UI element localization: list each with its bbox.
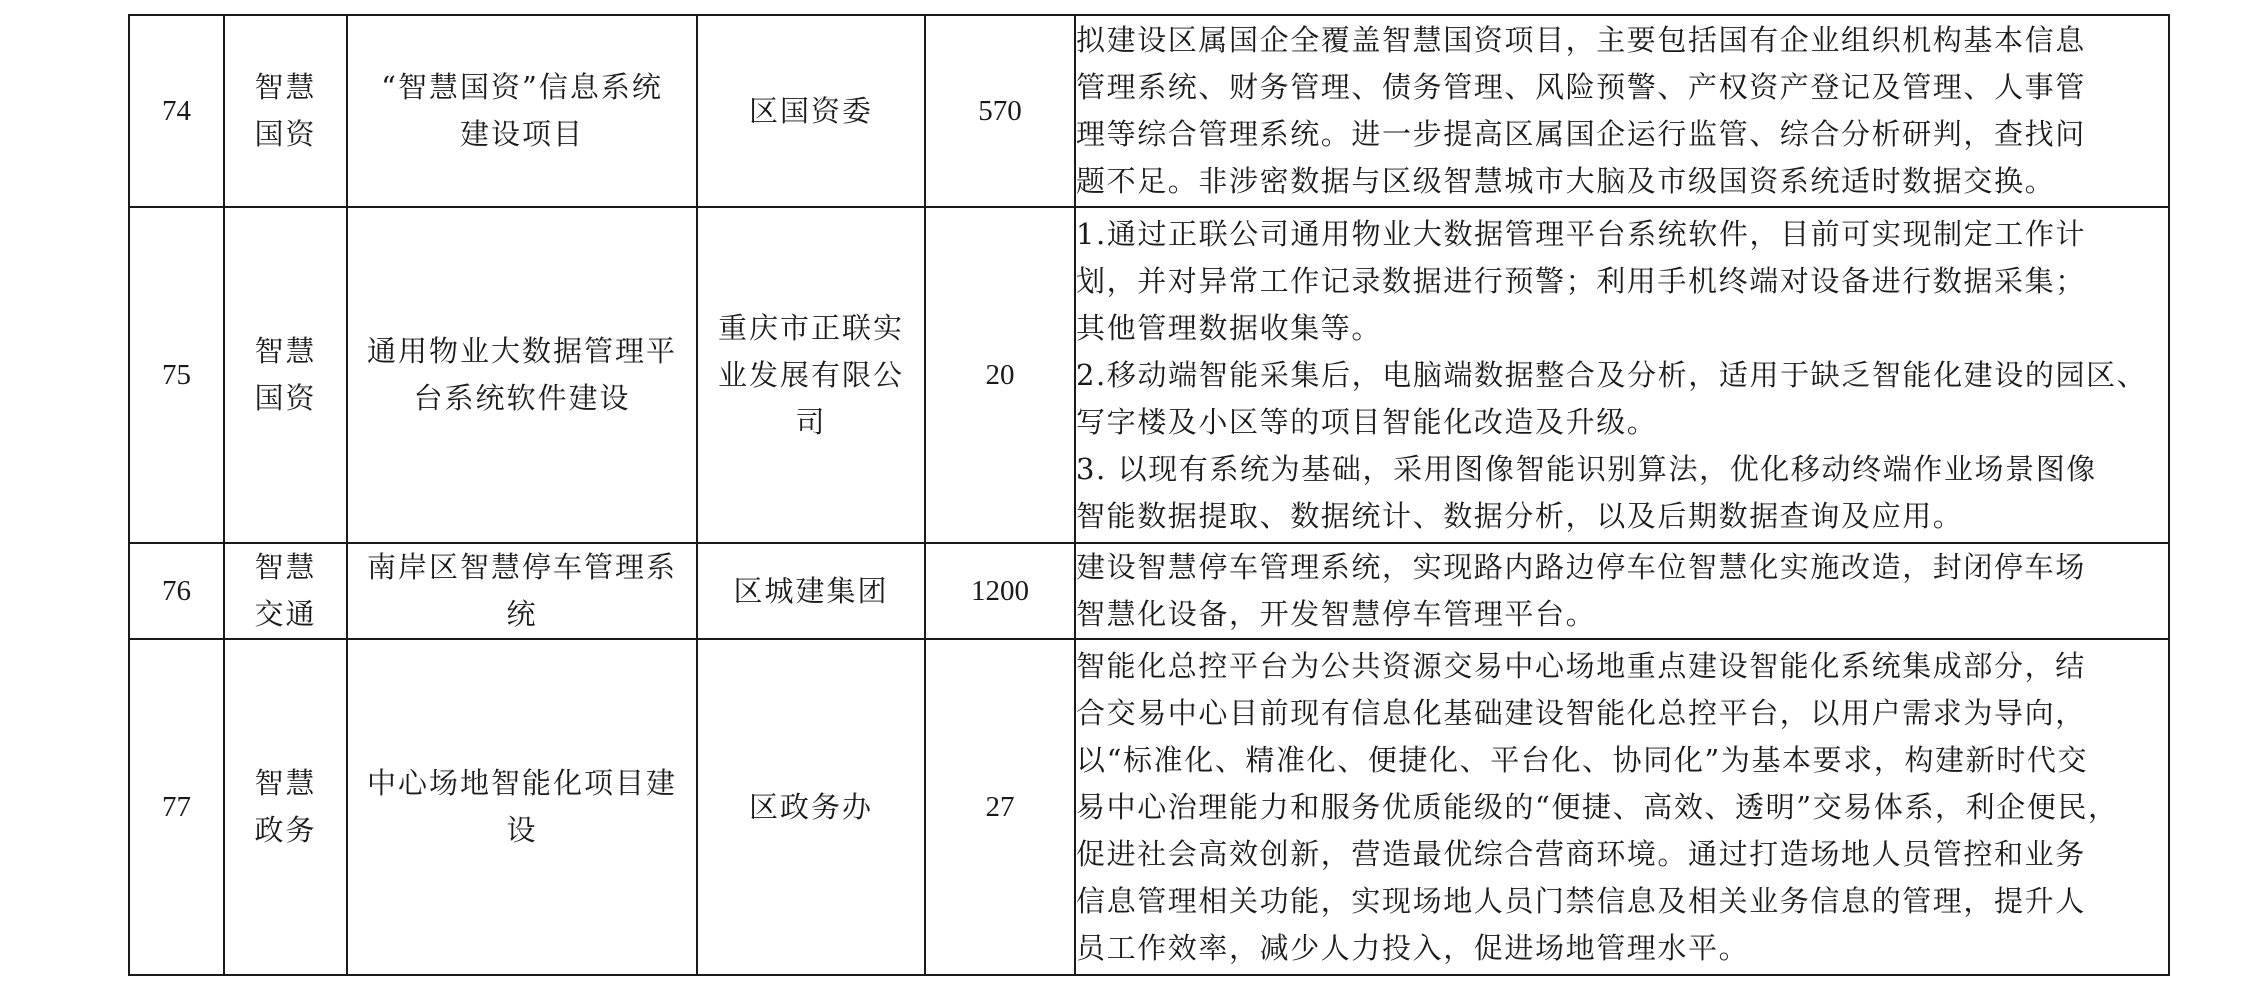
row-content-paragraph: 建设智慧停车管理系统，实现路内路边停车位智慧化实施改造，封闭停车场 智慧化设备，开发智慧停车管理平台。 xyxy=(1076,550,2086,631)
row-category: 智慧 政务 xyxy=(254,766,317,847)
table-row xyxy=(129,15,2169,207)
row-category: 智慧 交通 xyxy=(254,550,317,631)
project-table xyxy=(128,14,2170,976)
row-number: 77 xyxy=(129,639,224,975)
row-unit: 区城建集团 xyxy=(733,573,889,608)
row-amount: 570 xyxy=(925,15,1075,207)
row-unit: 区政务办 xyxy=(748,789,873,824)
row-number: 75 xyxy=(129,207,224,543)
table-row xyxy=(129,639,2169,975)
table-row xyxy=(129,543,2169,639)
row-project-name: 南岸区智慧停车管理系 统 xyxy=(366,550,677,631)
row-number: 74 xyxy=(129,15,224,207)
table-row xyxy=(129,207,2169,543)
row-number: 76 xyxy=(129,543,224,639)
row-project-name: 通用物业大数据管理平 台系统软件建设 xyxy=(366,334,677,415)
row-content-paragraph: 2.移动端智能采集后，电脑端数据整合及分析，适用于缺乏智能化建设的园区、 写字楼及小区等的项目智能化改造及升级。 xyxy=(1076,357,2148,439)
row-category: 智慧 国资 xyxy=(254,334,317,415)
row-unit: 区国资委 xyxy=(748,93,873,128)
row-amount: 1200 xyxy=(925,543,1075,639)
row-content-paragraph: 拟建设区属国企全覆盖智慧国资项目，主要包括国有企业组织机构基本信息 管理系统、财务管理、债务管理、风险预警、产权资产登记及管理、人事管 理等综合管理系统。进一步提高区属国企运行监管、综合分析研判，查找问 题不足。非涉密数据与区级智慧城市大脑及市级国资系统适时数据交换。 xyxy=(1076,23,2086,198)
row-amount: 27 xyxy=(925,639,1075,975)
row-amount: 20 xyxy=(925,207,1075,543)
row-content-paragraph: 1.通过正联公司通用物业大数据管理平台系统软件，目前可实现制定工作计 划，并对异常工作记录数据进行预警；利用手机终端对设备进行数据采集； 其他管理数据收集等。 xyxy=(1076,216,2087,345)
row-category: 智慧 国资 xyxy=(254,70,317,151)
row-project-name: “智慧国资”信息系统 建设项目 xyxy=(381,70,663,151)
row-content-paragraph: 智能化总控平台为公共资源交易中心场地重点建设智能化系统集成部分，结 合交易中心目前现有信息化基础建设智能化总控平台，以用户需求为导向， 以“标准化、精准化、便捷化、平台化、协同化”为基本要求，构建新时代交 易中心治理能力和服务优质能级的“便捷、高效、透明”交易体系，利企便民， 促进社会高效创新，营造最优综合营商环境。通过打造场地人员管控和业务 信息管理相关功能，实现场地人员门禁信息及相关业务信息的管理，提升人 员工作效率，减少人力投入，促进场地管理水平。 xyxy=(1076,648,2119,965)
row-project-name: 中心场地智能化项目建 设 xyxy=(366,766,677,847)
row-content-paragraph: 3. 以现有系统为基础，采用图像智能识别算法，优化移动终端作业场景图像 智能数据提取、数据统计、数据分析，以及后期数据查询及应用。 xyxy=(1076,451,2097,533)
row-unit: 重庆市正联实 业发展有限公 司 xyxy=(717,310,904,439)
